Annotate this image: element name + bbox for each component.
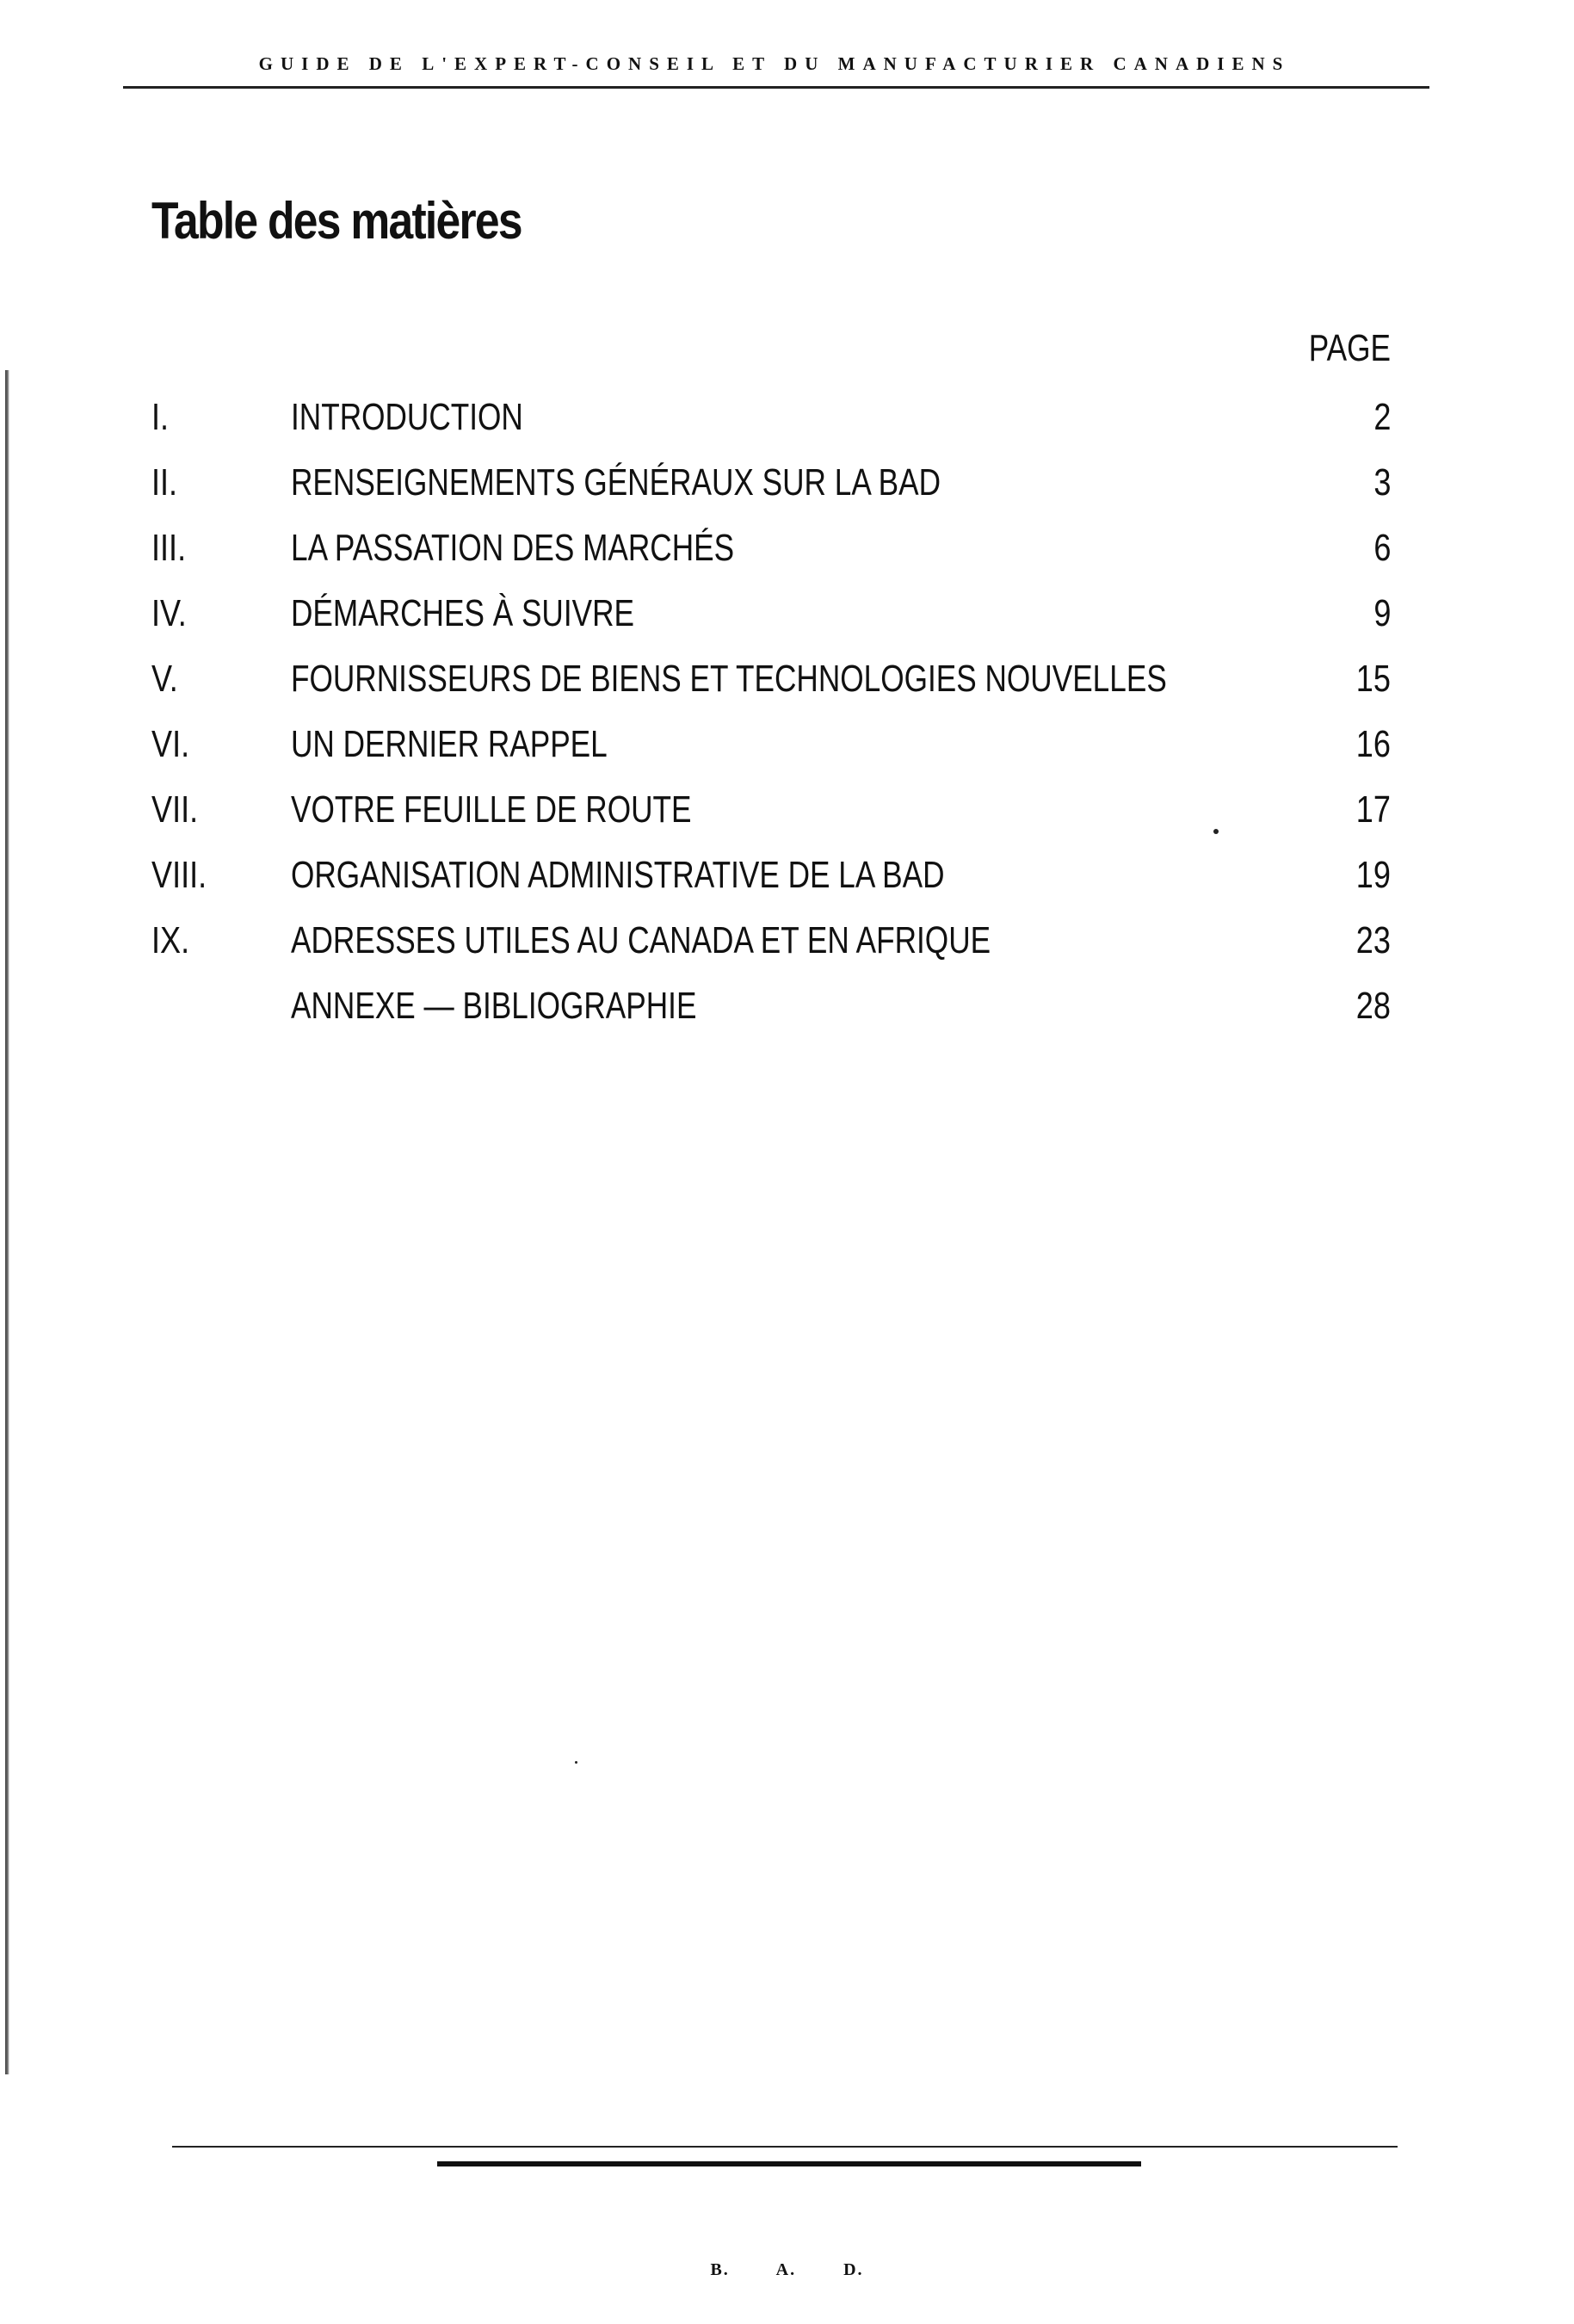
toc-entry-number: II.: [151, 461, 178, 504]
toc-entry-page: 16: [1355, 723, 1391, 765]
toc-entry-number: V.: [151, 658, 178, 700]
toc-entry-title: INTRODUCTION: [291, 396, 523, 438]
toc-entry-number: IV.: [151, 592, 187, 634]
toc-entry-title: DÉMARCHES À SUIVRE: [291, 592, 635, 634]
scan-speck: [575, 1761, 577, 1764]
footer-rule-thin: [172, 2146, 1398, 2148]
toc-entry-page: 17: [1355, 788, 1391, 831]
toc-entry-title: LA PASSATION DES MARCHÉS: [291, 527, 735, 569]
toc-entry-number: VI.: [151, 723, 190, 765]
toc-entry-title: ANNEXE — BIBLIOGRAPHIE: [291, 985, 697, 1027]
toc-entry-number: VII.: [151, 788, 199, 831]
footer-rule-thick: [437, 2161, 1141, 2166]
toc-entry-number: IX.: [151, 919, 190, 961]
toc-entry-title: ADRESSES UTILES AU CANADA ET EN AFRIQUE: [291, 919, 991, 961]
toc-entry: [151, 915, 1391, 967]
toc-entry-title: UN DERNIER RAPPEL: [291, 723, 608, 765]
toc-entry: [151, 457, 1391, 509]
toc-entry-page: 9: [1373, 592, 1391, 634]
toc-entry-number: III.: [151, 527, 187, 569]
toc-entry-page: 28: [1355, 985, 1391, 1027]
running-head: GUIDE DE L'EXPERT-CONSEIL ET DU MANUFACTURIER CANADIENS: [258, 53, 1291, 74]
toc-entry-number: I.: [151, 396, 170, 438]
toc-entry: [151, 784, 1391, 836]
footer-initials: B. A. D.: [710, 2260, 864, 2279]
toc-entry-number: VIII.: [151, 854, 207, 896]
toc-entry: [151, 392, 1391, 443]
toc-entry-page: 19: [1355, 854, 1391, 896]
toc-entry: [151, 653, 1391, 705]
toc-entry-page: 15: [1355, 658, 1391, 700]
toc-entry-page: 2: [1373, 396, 1391, 438]
toc-entry-title: ORGANISATION ADMINISTRATIVE DE LA BAD: [291, 854, 945, 896]
page-column-label: PAGE: [1308, 327, 1391, 369]
toc-entry-title: RENSEIGNEMENTS GÉNÉRAUX SUR LA BAD: [291, 461, 941, 504]
toc-entry-title: FOURNISSEURS DE BIENS ET TECHNOLOGIES NOUVELLES: [291, 658, 1167, 700]
header-rule: [123, 86, 1429, 89]
toc-entry: [151, 850, 1391, 901]
toc-entry-page: 6: [1373, 527, 1391, 569]
toc-entry: [151, 980, 1391, 1032]
page-title: Table des matières: [151, 192, 522, 250]
toc-entry-page: 23: [1355, 919, 1391, 961]
scan-speck: [1213, 829, 1219, 834]
toc-entry: [151, 522, 1391, 574]
toc-entry: [151, 719, 1391, 770]
scan-edge-artifact: [5, 370, 9, 2074]
toc-entry-page: 3: [1373, 461, 1391, 504]
toc-entry-title: VOTRE FEUILLE DE ROUTE: [291, 788, 692, 831]
toc-entry: [151, 588, 1391, 640]
